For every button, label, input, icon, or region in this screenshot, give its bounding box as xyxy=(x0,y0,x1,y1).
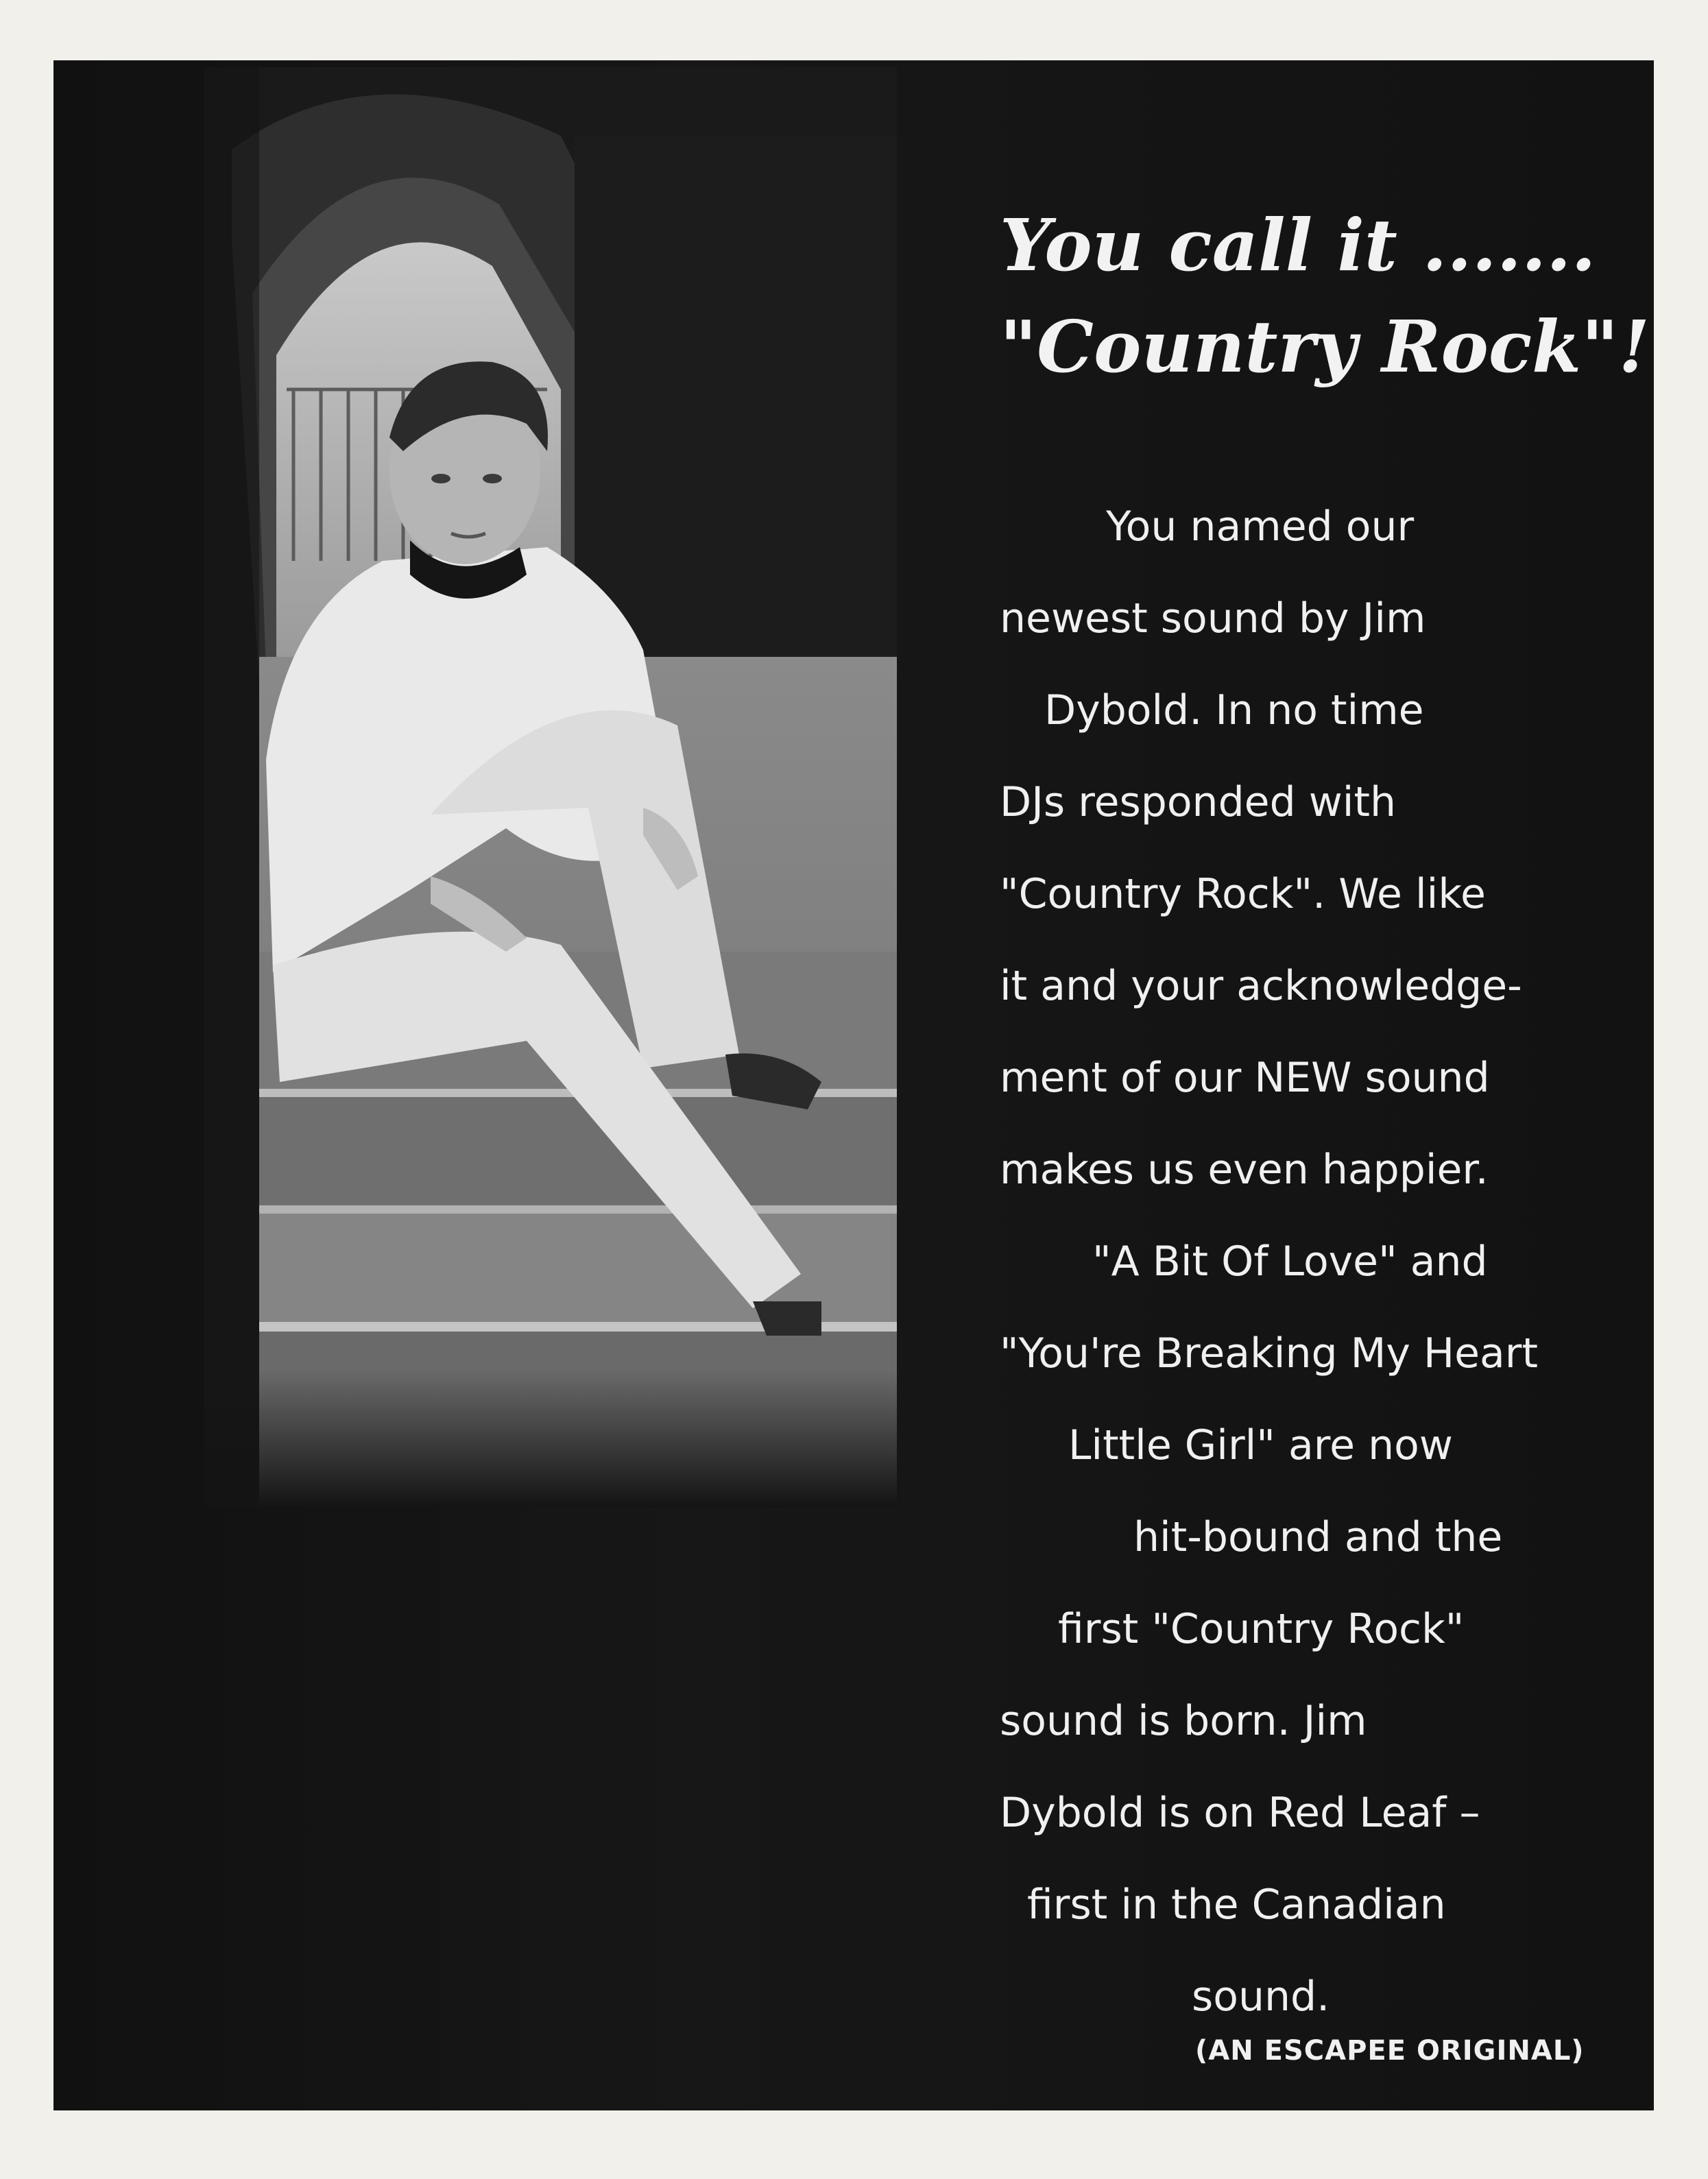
body-line: Dybold is on Red Leaf – xyxy=(1000,1789,1480,1837)
credit-line: (AN ESCAPEE ORIGINAL) xyxy=(1195,2035,1585,2067)
body-line: "A Bit Of Love" and xyxy=(1092,1238,1488,1286)
body-line: it and your acknowledge- xyxy=(1000,962,1522,1010)
advertisement-panel xyxy=(53,60,1654,2110)
body-line: hit-bound and the xyxy=(1133,1513,1503,1561)
body-line: Little Girl" are now xyxy=(1068,1421,1453,1469)
body-line: "Country Rock". We like xyxy=(1000,870,1486,918)
body-line: DJs responded with xyxy=(1000,778,1397,826)
body-line: ment of our NEW sound xyxy=(1000,1054,1490,1102)
body-line: sound. xyxy=(1192,1973,1330,2021)
body-line: "You're Breaking My Heart xyxy=(1000,1329,1538,1377)
body-line: You named our xyxy=(1106,503,1415,551)
body-line: Dybold. In no time xyxy=(1044,686,1424,734)
body-line: newest sound by Jim xyxy=(1000,594,1426,642)
headline-line-1: You call it ....... xyxy=(1000,203,1596,287)
headline-line-2: "Country Rock"! xyxy=(1000,304,1650,389)
portrait-photo xyxy=(204,67,897,1507)
body-line: first in the Canadian xyxy=(1027,1881,1446,1929)
headline xyxy=(1000,194,1650,398)
body-line: first "Country Rock" xyxy=(1058,1605,1465,1653)
body-line: sound is born. Jim xyxy=(1000,1697,1367,1745)
body-line: makes us even happier. xyxy=(1000,1146,1489,1194)
